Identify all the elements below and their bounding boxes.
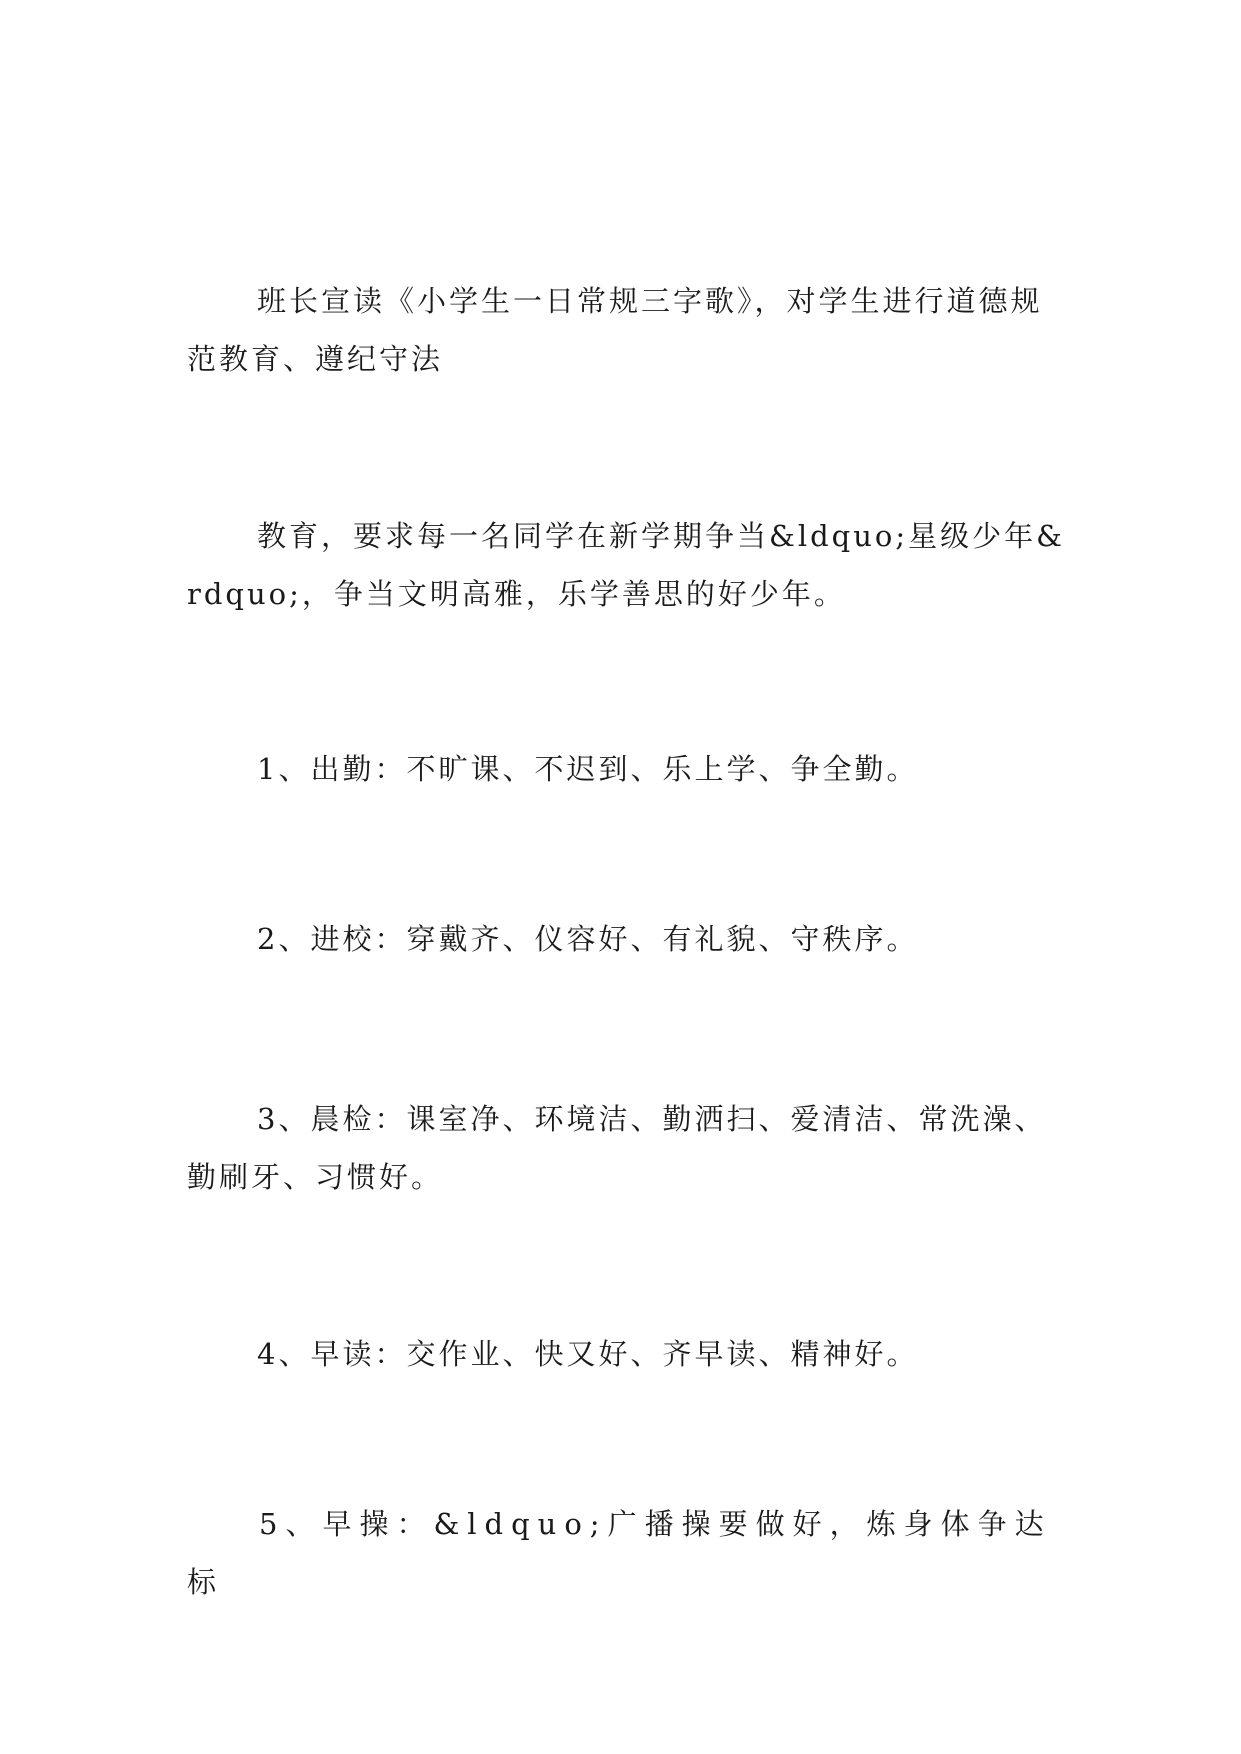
- rule-item-morning-exercise: 5、早操：&ldquo;广播操要做好，炼身体争达标: [187, 1507, 1052, 1599]
- rule-item-entering-school: 2、进校：穿戴齐、仪容好、有礼貌、守秩序。: [257, 922, 919, 956]
- rule-item-morning-reading: 4、早读：交作业、快又好、齐早读、精神好。: [257, 1337, 919, 1371]
- rule-item-attendance: 1、出勤：不旷课、不迟到、乐上学、争全勤。: [257, 752, 919, 786]
- paragraph-class-monitor-reading: 班长宣读《小学生一日常规三字歌》，对学生进行道德规范教育、遵纪守法: [187, 284, 1043, 376]
- rule-item-morning-check: 3、晨检：课室净、环境洁、勤洒扫、爱清洁、常洗澡、勤刷牙、习惯好。: [187, 1102, 1047, 1194]
- paragraph-star-student-education: 教育，要求每一名同学在新学期争当&ldquo;星级少年&rdquo;，争当文明高雅，乐学善思的好少年。: [187, 519, 1065, 611]
